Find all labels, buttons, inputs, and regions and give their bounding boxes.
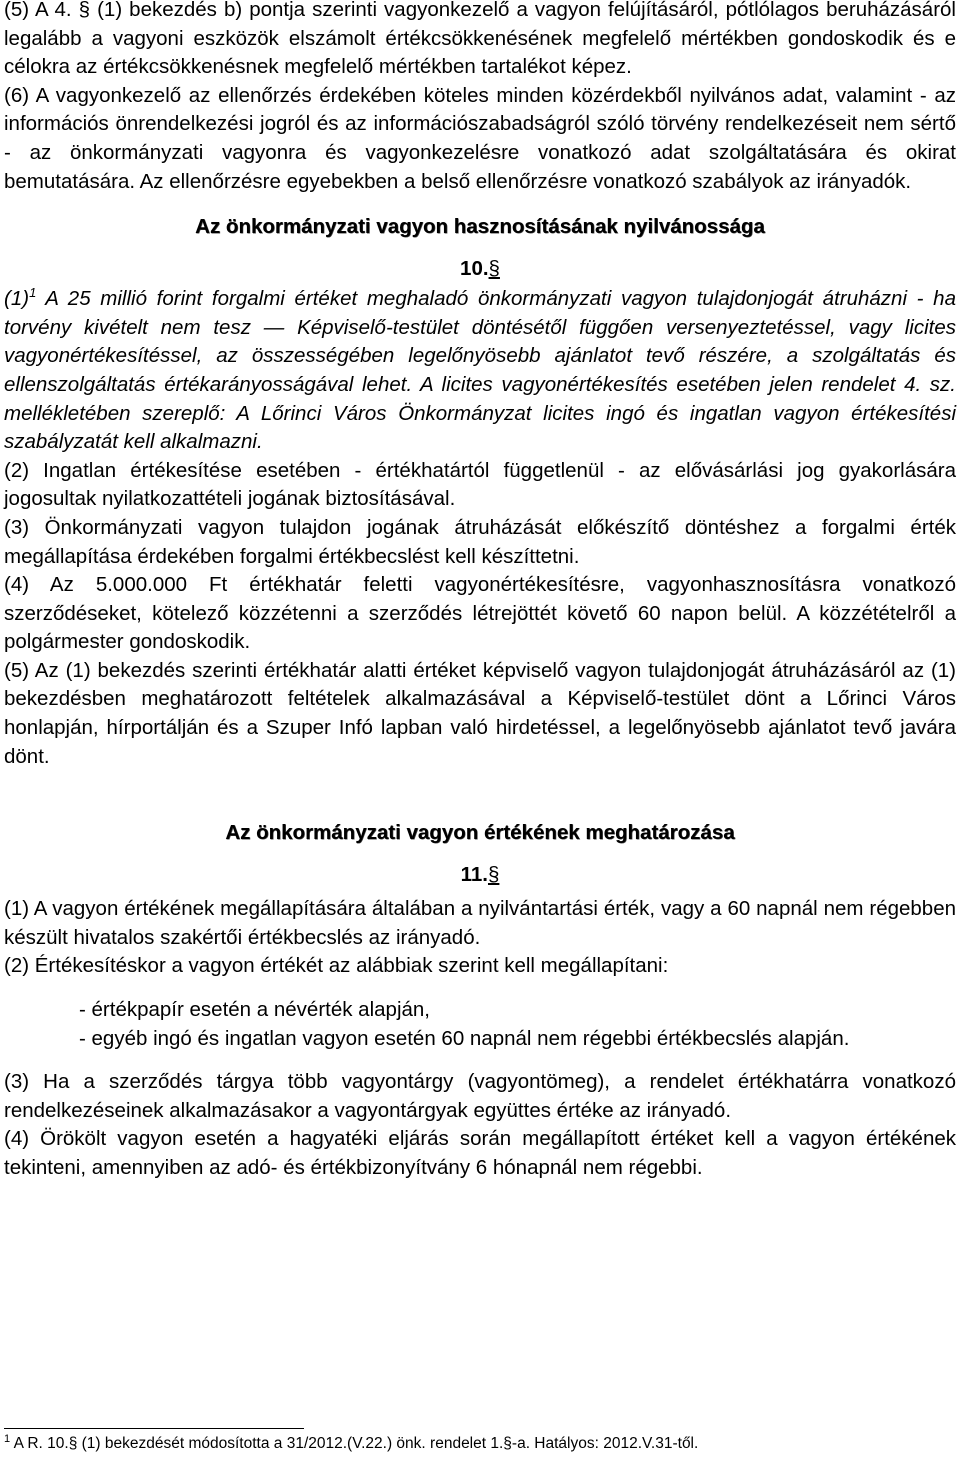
- section-11-number: [4, 861, 956, 889]
- list-item: - egyéb ingó és ingatlan vagyon esetén 60 napnál nem régebbi értékbecslés alapján.: [79, 1026, 850, 1050]
- valuation-list: [4, 996, 956, 1053]
- list-item: - értékpapír esetén a névérték alapján,: [79, 998, 430, 1022]
- section-10-number-text: 10.: [460, 257, 489, 281]
- section-10-paragraph-5: (5) Az (1) bekezdés szerinti értékhatár alatti értéket képviselő vagyon tulajdonjogát átruházásáról az (1) bekezdésben meghatározott feltételek alkalmazásával a Képviselő-testület dönt a Lőrinci Város honlapján, hírportálján és a Szuper Infó lapban való hirdetéssel, a legelőnyösebb ajánlatot tevő javára dönt.: [4, 658, 956, 768]
- section-10-paragraph-1: [4, 285, 956, 457]
- section-10-p1-text: A 25 millió forint forgalmi értéket meghaladó önkormányzati vagyon tulajdonjogát átruházni - ha torvény kivételt nem tesz — Képviselő-testület döntésétől függően versenyeztetéssel, vagy licites vagyonértékesítéssel, az összességében legelőnyösebb ajánlatot tevő részére, a szolgáltatás és ellenszolgáltatás értékarányosságával lehet. A licites vagyonértékesítés esetében jelen rendelet 4. sz. mellékletében szereplő: A Lőrinci Város Önkormányzat licites ingó és ingatlan vagyon értékesítési szabályzatát kell alkalmazni.: [4, 287, 956, 454]
- section-11-paragraph-2: (2) Értékesítéskor a vagyon értékét az alábbiak szerint kell megállapítani:: [4, 954, 669, 978]
- paragraph-6: (6) A vagyonkezelő az ellenőrzés érdekében köteles minden közérdekből nyilvános adat, valamint - az információs önrendelkezési jogról és az információszabadságról szóló törvény rendelkezéseit nem sértő - az önkormányzati vagyonra és vagyonkezelésre vonatkozó adat szolgáltatására és okirat bemutatására. Az ellenőrzésre egyebekben a belső ellenőrzésre vonatkozó szabályok az irányadók.: [4, 83, 956, 193]
- section-mark: §: [487, 863, 500, 887]
- footnote: [4, 1434, 698, 1454]
- footnote-divider: [4, 1428, 304, 1429]
- section-11-paragraph-4: (4) Örökölt vagyon esetén a hagyatéki eljárás során megállapított értéket kell a vagyon értékének tekinteni, amennyiben az adó- és értékbizonyítvány 6 hónapnál nem régebbi.: [4, 1127, 956, 1179]
- footnote-number: 1: [4, 1432, 11, 1445]
- footnote-text: A R. 10.§ (1) bekezdését módosította a 31/2012.(V.22.) önk. rendelet 1.§-a. Hatályos: 2012.V.31-től.: [10, 1435, 699, 1452]
- section-10-paragraph-4: (4) Az 5.000.000 Ft értékhatár feletti vagyonértékesítésre, vagyonhasznosításra vonatkozó szerződéseket, kötelező közzétenni a szerződés létrejöttét követő 60 napon belül. A közzétételről a polgármester gondoskodik.: [4, 573, 956, 654]
- section-mark: §: [488, 257, 500, 281]
- section-11-paragraph-1: (1) A vagyon értékének megállapítására általában a nyilvántartási érték, vagy a 60 napnál nem régebben készült hivatalos szakértői értékbecslés az irányadó.: [4, 897, 956, 949]
- section-10-title: Az önkormányzati vagyon hasznosításának nyilvánossága: [195, 215, 765, 239]
- section-11-paragraph-3: (3) Ha a szerződés tárgya több vagyontárgy (vagyontömeg), a rendelet értékhatárra vonatkozó rendelkezéseinek alkalmazásakor a vagyontárgyak együttes értéke az irányadó.: [4, 1070, 956, 1122]
- paragraph-5: (5) A 4. § (1) bekezdés b) pontja szerinti vagyonkezelő a vagyon felújításáról, pótlólagos beruházásáról legalább a vagyoni eszközök elszámolt értékcsökkenésének megfelelő mértékben gondoskodik és e célokra az értékcsökkenésnek megfelelő mértékben tartalékot képez.: [4, 0, 956, 79]
- section-10-paragraph-3: (3) Önkormányzati vagyon tulajdon jogának átruházását előkészítő döntéshez a forgalmi érték megállapítása érdekében forgalmi értékbecslést kell készíttetni.: [4, 515, 956, 568]
- section-10-p1-prefix: (1): [4, 287, 30, 311]
- section-11-title: Az önkormányzati vagyon értékének meghatározása: [225, 821, 735, 845]
- section-10-number: [4, 255, 956, 283]
- footnote-ref: 1: [29, 285, 37, 301]
- section-10-paragraph-2: (2) Ingatlan értékesítése esetében - értékhatártól függetlenül - az elővásárlási jog gyakorlására jogosultak nyilatkozattételi jogának biztosításával.: [4, 458, 956, 511]
- section-11-number-text: 11.: [460, 863, 488, 887]
